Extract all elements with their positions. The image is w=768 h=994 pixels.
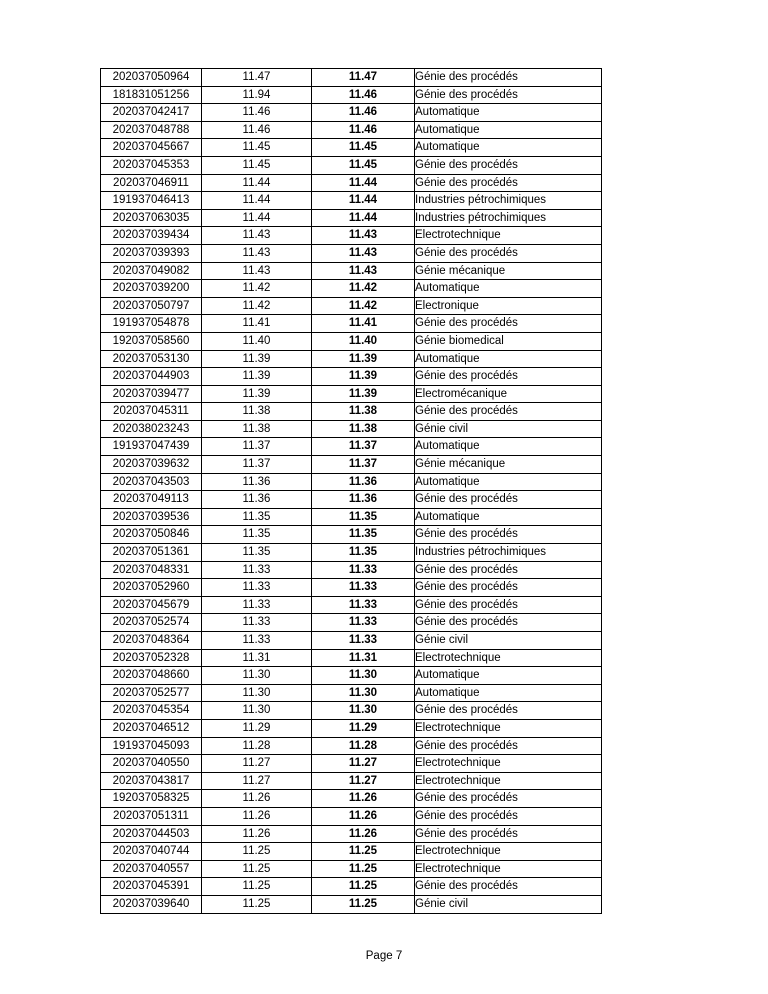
specialty-cell: Génie des procédés (415, 403, 602, 421)
grade-cell: 11.33 (202, 632, 312, 650)
specialty-cell: Automatique (415, 684, 602, 702)
student-id-cell: 202037048788 (101, 121, 202, 139)
grade-cell: 11.43 (202, 262, 312, 280)
table-row (101, 121, 602, 139)
table-row (101, 209, 602, 227)
grade-cell: 11.36 (202, 491, 312, 509)
grade-cell: 11.33 (202, 596, 312, 614)
grade-cell: 11.30 (202, 667, 312, 685)
final-grade-cell: 11.26 (312, 807, 415, 825)
table-row (101, 385, 602, 403)
grade-cell: 11.42 (202, 297, 312, 315)
final-grade-cell: 11.30 (312, 667, 415, 685)
table-row (101, 156, 602, 174)
specialty-cell: Génie civil (415, 420, 602, 438)
table-row (101, 174, 602, 192)
student-id-cell: 202037045311 (101, 403, 202, 421)
specialty-cell: Génie mécanique (415, 262, 602, 280)
grade-cell: 11.43 (202, 227, 312, 245)
table-row (101, 420, 602, 438)
specialty-cell: Electrotechnique (415, 227, 602, 245)
grade-cell: 11.39 (202, 350, 312, 368)
student-id-cell: 202037050797 (101, 297, 202, 315)
student-id-cell: 202037045667 (101, 139, 202, 157)
student-id-cell: 192037058560 (101, 332, 202, 350)
table-row (101, 86, 602, 104)
specialty-cell: Electrotechnique (415, 755, 602, 773)
table-row (101, 262, 602, 280)
final-grade-cell: 11.28 (312, 737, 415, 755)
student-id-cell: 202037039393 (101, 244, 202, 262)
grade-cell: 11.44 (202, 174, 312, 192)
table-row (101, 315, 602, 333)
specialty-cell: Génie des procédés (415, 561, 602, 579)
final-grade-cell: 11.35 (312, 544, 415, 562)
grade-cell: 11.43 (202, 244, 312, 262)
table-row (101, 69, 602, 87)
specialty-cell: Automatique (415, 280, 602, 298)
final-grade-cell: 11.33 (312, 632, 415, 650)
student-id-cell: 202037043817 (101, 772, 202, 790)
specialty-cell: Industries pétrochimiques (415, 209, 602, 227)
table-row (101, 332, 602, 350)
grade-cell: 11.25 (202, 895, 312, 913)
student-id-cell: 202037049082 (101, 262, 202, 280)
grade-cell: 11.38 (202, 403, 312, 421)
student-id-cell: 202037045353 (101, 156, 202, 174)
grade-cell: 11.33 (202, 579, 312, 597)
final-grade-cell: 11.46 (312, 121, 415, 139)
table-row (101, 104, 602, 122)
specialty-cell: Génie mécanique (415, 456, 602, 474)
table-row (101, 579, 602, 597)
student-id-cell: 202037046911 (101, 174, 202, 192)
grade-cell: 11.44 (202, 209, 312, 227)
specialty-cell: Automatique (415, 350, 602, 368)
specialty-cell: Génie des procédés (415, 614, 602, 632)
grade-cell: 11.39 (202, 385, 312, 403)
grade-cell: 11.42 (202, 280, 312, 298)
specialty-cell: Génie des procédés (415, 702, 602, 720)
table-row (101, 297, 602, 315)
final-grade-cell: 11.38 (312, 420, 415, 438)
grade-cell: 11.35 (202, 508, 312, 526)
grade-cell: 11.46 (202, 121, 312, 139)
final-grade-cell: 11.43 (312, 262, 415, 280)
specialty-cell: Electrotechnique (415, 649, 602, 667)
results-table-container (100, 68, 602, 914)
grade-cell: 11.37 (202, 438, 312, 456)
final-grade-cell: 11.35 (312, 508, 415, 526)
student-id-cell: 202037039536 (101, 508, 202, 526)
specialty-cell: Génie des procédés (415, 315, 602, 333)
table-row (101, 456, 602, 474)
student-id-cell: 202037050846 (101, 526, 202, 544)
student-id-cell: 202037063035 (101, 209, 202, 227)
final-grade-cell: 11.47 (312, 69, 415, 87)
student-id-cell: 192037058325 (101, 790, 202, 808)
final-grade-cell: 11.43 (312, 244, 415, 262)
specialty-cell: Electrotechnique (415, 772, 602, 790)
table-row (101, 702, 602, 720)
student-id-cell: 202037040744 (101, 843, 202, 861)
table-row (101, 860, 602, 878)
table-row (101, 878, 602, 896)
student-id-cell: 202037039200 (101, 280, 202, 298)
grade-cell: 11.38 (202, 420, 312, 438)
specialty-cell: Electrotechnique (415, 719, 602, 737)
specialty-cell: Génie des procédés (415, 825, 602, 843)
table-row (101, 280, 602, 298)
final-grade-cell: 11.33 (312, 614, 415, 632)
specialty-cell: Automatique (415, 139, 602, 157)
grade-cell: 11.26 (202, 790, 312, 808)
grade-cell: 11.46 (202, 104, 312, 122)
table-row (101, 561, 602, 579)
specialty-cell: Génie biomedical (415, 332, 602, 350)
grade-cell: 11.45 (202, 156, 312, 174)
grade-cell: 11.25 (202, 843, 312, 861)
specialty-cell: Electromécanique (415, 385, 602, 403)
student-id-cell: 202037044903 (101, 368, 202, 386)
table-row (101, 807, 602, 825)
specialty-cell: Génie civil (415, 632, 602, 650)
grade-cell: 11.40 (202, 332, 312, 350)
grade-cell: 11.36 (202, 473, 312, 491)
grade-cell: 11.39 (202, 368, 312, 386)
student-id-cell: 202037048364 (101, 632, 202, 650)
table-row (101, 192, 602, 210)
final-grade-cell: 11.46 (312, 86, 415, 104)
grade-cell: 11.29 (202, 719, 312, 737)
table-row (101, 491, 602, 509)
specialty-cell: Génie des procédés (415, 69, 602, 87)
student-id-cell: 202037043503 (101, 473, 202, 491)
student-id-cell: 202037052577 (101, 684, 202, 702)
grade-cell: 11.41 (202, 315, 312, 333)
specialty-cell: Génie des procédés (415, 878, 602, 896)
student-id-cell: 202037045679 (101, 596, 202, 614)
grade-cell: 11.31 (202, 649, 312, 667)
table-row (101, 790, 602, 808)
student-id-cell: 202037050964 (101, 69, 202, 87)
final-grade-cell: 11.44 (312, 209, 415, 227)
final-grade-cell: 11.44 (312, 192, 415, 210)
table-row (101, 227, 602, 245)
student-id-cell: 191937046413 (101, 192, 202, 210)
final-grade-cell: 11.25 (312, 895, 415, 913)
final-grade-cell: 11.42 (312, 297, 415, 315)
specialty-cell: Génie des procédés (415, 156, 602, 174)
specialty-cell: Génie des procédés (415, 790, 602, 808)
specialty-cell: Automatique (415, 104, 602, 122)
specialty-cell: Automatique (415, 121, 602, 139)
grade-cell: 11.37 (202, 456, 312, 474)
student-id-cell: 202037039632 (101, 456, 202, 474)
grade-cell: 11.30 (202, 684, 312, 702)
specialty-cell: Industries pétrochimiques (415, 544, 602, 562)
specialty-cell: Génie des procédés (415, 86, 602, 104)
specialty-cell: Electrotechnique (415, 843, 602, 861)
specialty-cell: Industries pétrochimiques (415, 192, 602, 210)
final-grade-cell: 11.36 (312, 473, 415, 491)
table-row (101, 895, 602, 913)
grade-cell: 11.33 (202, 614, 312, 632)
student-id-cell: 202037046512 (101, 719, 202, 737)
specialty-cell: Génie des procédés (415, 368, 602, 386)
specialty-cell: Génie des procédés (415, 174, 602, 192)
final-grade-cell: 11.31 (312, 649, 415, 667)
table-row (101, 649, 602, 667)
final-grade-cell: 11.26 (312, 825, 415, 843)
student-id-cell: 202037045391 (101, 878, 202, 896)
specialty-cell: Automatique (415, 473, 602, 491)
final-grade-cell: 11.33 (312, 596, 415, 614)
student-id-cell: 202037039434 (101, 227, 202, 245)
final-grade-cell: 11.26 (312, 790, 415, 808)
student-id-cell: 202037052960 (101, 579, 202, 597)
final-grade-cell: 11.27 (312, 755, 415, 773)
specialty-cell: Electronique (415, 297, 602, 315)
final-grade-cell: 11.42 (312, 280, 415, 298)
table-row (101, 403, 602, 421)
final-grade-cell: 11.39 (312, 368, 415, 386)
table-row (101, 139, 602, 157)
grade-cell: 11.26 (202, 807, 312, 825)
student-id-cell: 202037048660 (101, 667, 202, 685)
final-grade-cell: 11.44 (312, 174, 415, 192)
grade-cell: 11.35 (202, 544, 312, 562)
table-row (101, 473, 602, 491)
final-grade-cell: 11.29 (312, 719, 415, 737)
final-grade-cell: 11.45 (312, 156, 415, 174)
student-id-cell: 202037052328 (101, 649, 202, 667)
specialty-cell: Génie des procédés (415, 244, 602, 262)
final-grade-cell: 11.25 (312, 878, 415, 896)
final-grade-cell: 11.41 (312, 315, 415, 333)
table-row (101, 350, 602, 368)
student-id-cell: 202037039477 (101, 385, 202, 403)
student-id-cell: 202037052574 (101, 614, 202, 632)
final-grade-cell: 11.25 (312, 843, 415, 861)
table-row (101, 368, 602, 386)
specialty-cell: Automatique (415, 508, 602, 526)
final-grade-cell: 11.45 (312, 139, 415, 157)
grade-cell: 11.35 (202, 526, 312, 544)
student-id-cell: 202037049113 (101, 491, 202, 509)
results-table-body (101, 69, 602, 914)
final-grade-cell: 11.37 (312, 456, 415, 474)
student-id-cell: 202038023243 (101, 420, 202, 438)
table-row (101, 684, 602, 702)
specialty-cell: Génie des procédés (415, 737, 602, 755)
specialty-cell: Automatique (415, 438, 602, 456)
final-grade-cell: 11.30 (312, 702, 415, 720)
final-grade-cell: 11.37 (312, 438, 415, 456)
student-id-cell: 191937047439 (101, 438, 202, 456)
table-row (101, 755, 602, 773)
grade-cell: 11.25 (202, 860, 312, 878)
table-row (101, 825, 602, 843)
table-row (101, 508, 602, 526)
table-row (101, 596, 602, 614)
final-grade-cell: 11.33 (312, 561, 415, 579)
student-id-cell: 191937045093 (101, 737, 202, 755)
grade-cell: 11.44 (202, 192, 312, 210)
table-row (101, 244, 602, 262)
student-id-cell: 202037045354 (101, 702, 202, 720)
final-grade-cell: 11.39 (312, 385, 415, 403)
final-grade-cell: 11.39 (312, 350, 415, 368)
final-grade-cell: 11.27 (312, 772, 415, 790)
student-id-cell: 202037051311 (101, 807, 202, 825)
specialty-cell: Génie des procédés (415, 807, 602, 825)
grade-cell: 11.33 (202, 561, 312, 579)
student-id-cell: 202037039640 (101, 895, 202, 913)
table-row (101, 438, 602, 456)
grade-cell: 11.26 (202, 825, 312, 843)
table-row (101, 772, 602, 790)
student-id-cell: 202037044503 (101, 825, 202, 843)
table-row (101, 632, 602, 650)
student-id-cell: 181831051256 (101, 86, 202, 104)
specialty-cell: Automatique (415, 667, 602, 685)
final-grade-cell: 11.38 (312, 403, 415, 421)
grade-cell: 11.47 (202, 69, 312, 87)
specialty-cell: Génie des procédés (415, 526, 602, 544)
table-row (101, 544, 602, 562)
student-id-cell: 202037053130 (101, 350, 202, 368)
final-grade-cell: 11.30 (312, 684, 415, 702)
specialty-cell: Electrotechnique (415, 860, 602, 878)
table-row (101, 667, 602, 685)
table-row (101, 737, 602, 755)
student-id-cell: 191937054878 (101, 315, 202, 333)
final-grade-cell: 11.25 (312, 860, 415, 878)
grade-cell: 11.27 (202, 755, 312, 773)
specialty-cell: Génie des procédés (415, 596, 602, 614)
student-id-cell: 202037051361 (101, 544, 202, 562)
student-id-cell: 202037042417 (101, 104, 202, 122)
student-id-cell: 202037040550 (101, 755, 202, 773)
table-row (101, 843, 602, 861)
specialty-cell: Génie des procédés (415, 579, 602, 597)
grade-cell: 11.28 (202, 737, 312, 755)
grade-cell: 11.94 (202, 86, 312, 104)
table-row (101, 719, 602, 737)
grade-cell: 11.25 (202, 878, 312, 896)
grade-cell: 11.45 (202, 139, 312, 157)
table-row (101, 526, 602, 544)
final-grade-cell: 11.43 (312, 227, 415, 245)
final-grade-cell: 11.33 (312, 579, 415, 597)
final-grade-cell: 11.35 (312, 526, 415, 544)
table-row (101, 614, 602, 632)
results-table (100, 68, 602, 914)
grade-cell: 11.30 (202, 702, 312, 720)
final-grade-cell: 11.36 (312, 491, 415, 509)
specialty-cell: Génie des procédés (415, 491, 602, 509)
final-grade-cell: 11.40 (312, 332, 415, 350)
final-grade-cell: 11.46 (312, 104, 415, 122)
specialty-cell: Génie civil (415, 895, 602, 913)
student-id-cell: 202037040557 (101, 860, 202, 878)
page-number: Page 7 (365, 950, 403, 962)
grade-cell: 11.27 (202, 772, 312, 790)
student-id-cell: 202037048331 (101, 561, 202, 579)
